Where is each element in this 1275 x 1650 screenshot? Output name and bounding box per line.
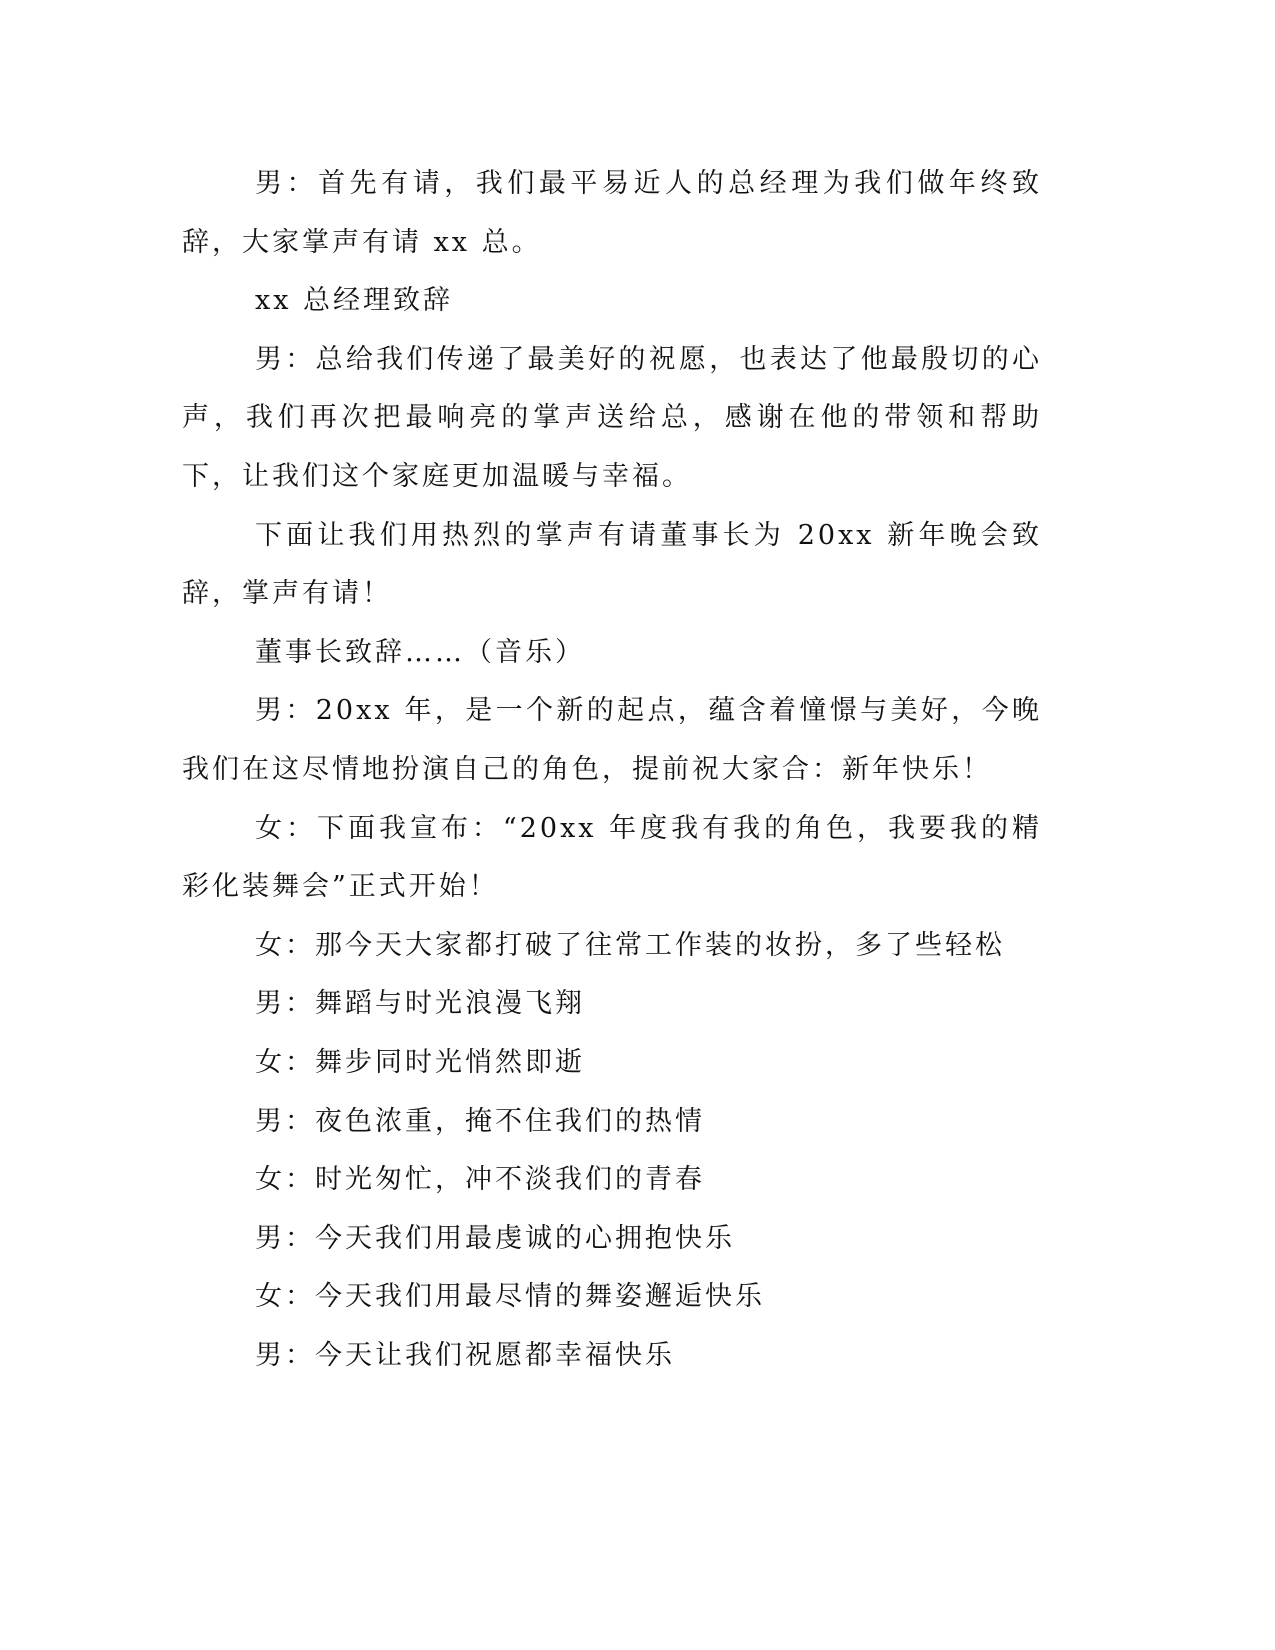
paragraph: 男：舞蹈与时光浪漫飞翔 xyxy=(255,988,585,1020)
paragraph: 男：首先有请，我们最平易近人的总经理为我们做年终致辞，大家掌声有请 xx 总。 xyxy=(182,168,1042,258)
paragraph: 男：总给我们传递了最美好的祝愿，也表达了他最殷切的心声，我们再次把最响亮的掌声送给总，感谢在他的带领和帮助下，让我们这个家庭更加温暖与幸福。 xyxy=(182,343,1042,492)
paragraph: 男：今天让我们祝愿都幸福快乐 xyxy=(255,1339,675,1371)
paragraph: 女：那今天大家都打破了往常工作装的妆扮，多了些轻松 xyxy=(255,929,1005,961)
paragraph: 男：20xx 年，是一个新的起点，蕴含着憧憬与美好，今晚我们在这尽情地扮演自己的角色，提前祝大家合：新年快乐！ xyxy=(182,695,1042,785)
paragraph: 女：时光匆忙，冲不淡我们的青春 xyxy=(255,1164,705,1196)
paragraph: 女：今天我们用最尽情的舞姿邂逅快乐 xyxy=(255,1281,765,1313)
paragraph: xx 总经理致辞 xyxy=(255,285,454,317)
paragraph: 董事长致辞……（音乐） xyxy=(255,636,585,668)
paragraph: 男：今天我们用最虔诚的心拥抱快乐 xyxy=(255,1222,735,1254)
paragraph: 下面让我们用热烈的掌声有请董事长为 20xx 新年晚会致辞，掌声有请！ xyxy=(182,519,1042,610)
paragraph: 女：舞步同时光悄然即逝 xyxy=(255,1046,585,1078)
paragraph: 男：夜色浓重，掩不住我们的热情 xyxy=(255,1105,705,1137)
document-body xyxy=(182,155,1042,1385)
paragraph: 女：下面我宣布：“20xx 年度我有我的角色，我要我的精彩化装舞会”正式开始！ xyxy=(182,812,1042,903)
